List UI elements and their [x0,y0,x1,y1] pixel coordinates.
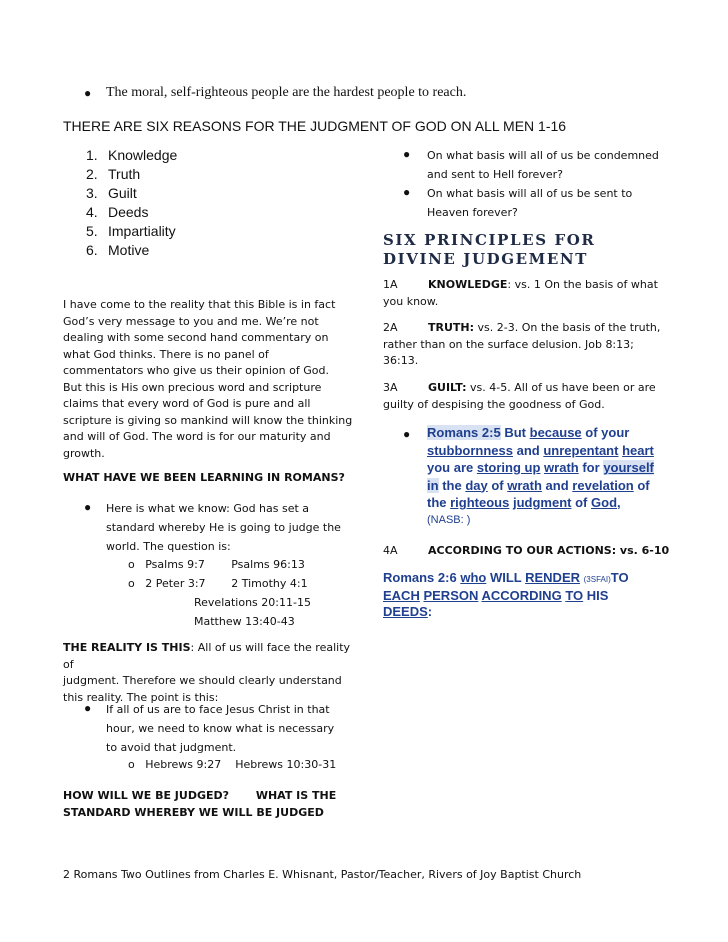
bullet-dot: ● [403,185,411,199]
list-item: 6. Motive [86,242,150,258]
bullet-dot: ● [84,701,92,715]
face-bullet: If all of us are to face Jesus Christ in that hour, we need to know what is necessary to avoid that judgment. [106,703,335,754]
question-condemned: On what basis will all of us be condemned and sent to Hell forever? [427,149,659,181]
list-item: 2. Truth [86,166,141,182]
bullet-dot: ● [403,147,411,161]
principle-guilt: 3A GUILT: vs. 4-5. All of us have been or are guilty of despising the goodness of God. [383,381,656,411]
list-item: 4. Deeds [86,204,149,220]
list-item: 5. Impartiality [86,223,176,239]
circle-bullet-icon: o [128,758,135,771]
bullet-dot: ● [84,86,92,100]
top-bullet-text: The moral, self-righteous people are the hardest people to reach. [106,85,467,100]
question-heaven: On what basis will all of us be sent to Heaven forever? [427,187,633,219]
reference-list: o Psalms 9:7 Psalms 96:13 o 2 Peter 3:7 2 Timothy 4:1 Revelations 20:11-15 Matthew 13:40-43 [128,558,311,628]
list-item: 3. Guilt [86,185,137,201]
intro-paragraph: I have come to the reality that this Bible is in fact God’s very message to you and me. We’re not dealing with some second hand commentary on what God thinks. There is no panel of commentators who give us their opinion of God. But this is His own precious word and scripture claims that every word of God is pure and all scripture is giving so mankind will know the thinking and will of God. The word is for our maturity and growth. [63,298,353,460]
six-principles-heading: SIX PRINCIPLES FOR DIVINE JUDGEMENT [383,231,596,268]
reasons-list [86,146,178,260]
romans-2-5-verse: Romans 2:5 But because of your stubbornness and unrepentant heart you are storing up wrath for yourself in the day of wrath and revelation of the righteous judgment of God, (NASB: ) [427,425,654,526]
principle-knowledge: 1A KNOWLEDGE: vs. 1 On the basis of what you know. [383,278,658,308]
main-heading: THERE ARE SIX REASONS FOR THE JUDGMENT OF GOD ON ALL MEN 1-16 [63,118,567,134]
page-footer: 2 Romans Two Outlines from Charles E. Whisnant, Pastor/Teacher, Rivers of Joy Baptist Church [63,868,582,881]
bullet-dot: ● [84,500,92,514]
principle-actions: 4A ACCORDING TO OUR ACTIONS: vs. 6-10 [383,544,670,557]
principle-truth: 2A TRUTH: vs. 2-3. On the basis of the truth, rather than on the surface delusion. Job 8:13; 36:13. [383,321,661,367]
judged-heading: HOW WILL WE BE JUDGED? WHAT IS THE STANDARD WHEREBY WE WILL BE JUDGED [63,789,337,819]
hebrews-refs: o Hebrews 9:27 Hebrews 10:30-31 [128,758,337,771]
romans-2-6-verse: Romans 2:6 who WILL RENDER (3SFAI)TO EACH PERSON ACCORDING TO HIS DEEDS: [383,570,629,619]
circle-bullet-icon: o [128,577,135,590]
learning-heading: WHAT HAVE WE BEEN LEARNING IN ROMANS? [63,471,345,484]
learning-bullet: Here is what we know: God has set a standard whereby He is going to judge the world. The question is: [106,502,341,553]
list-item: 1. Knowledge [86,147,178,163]
bullet-dot: ● [403,427,411,441]
reality-paragraph: THE REALITY IS THIS: All of us will face the reality of judgment. Therefore we should clearly understand this reality. The point is this: [63,641,351,704]
circle-bullet-icon: o [128,558,135,571]
